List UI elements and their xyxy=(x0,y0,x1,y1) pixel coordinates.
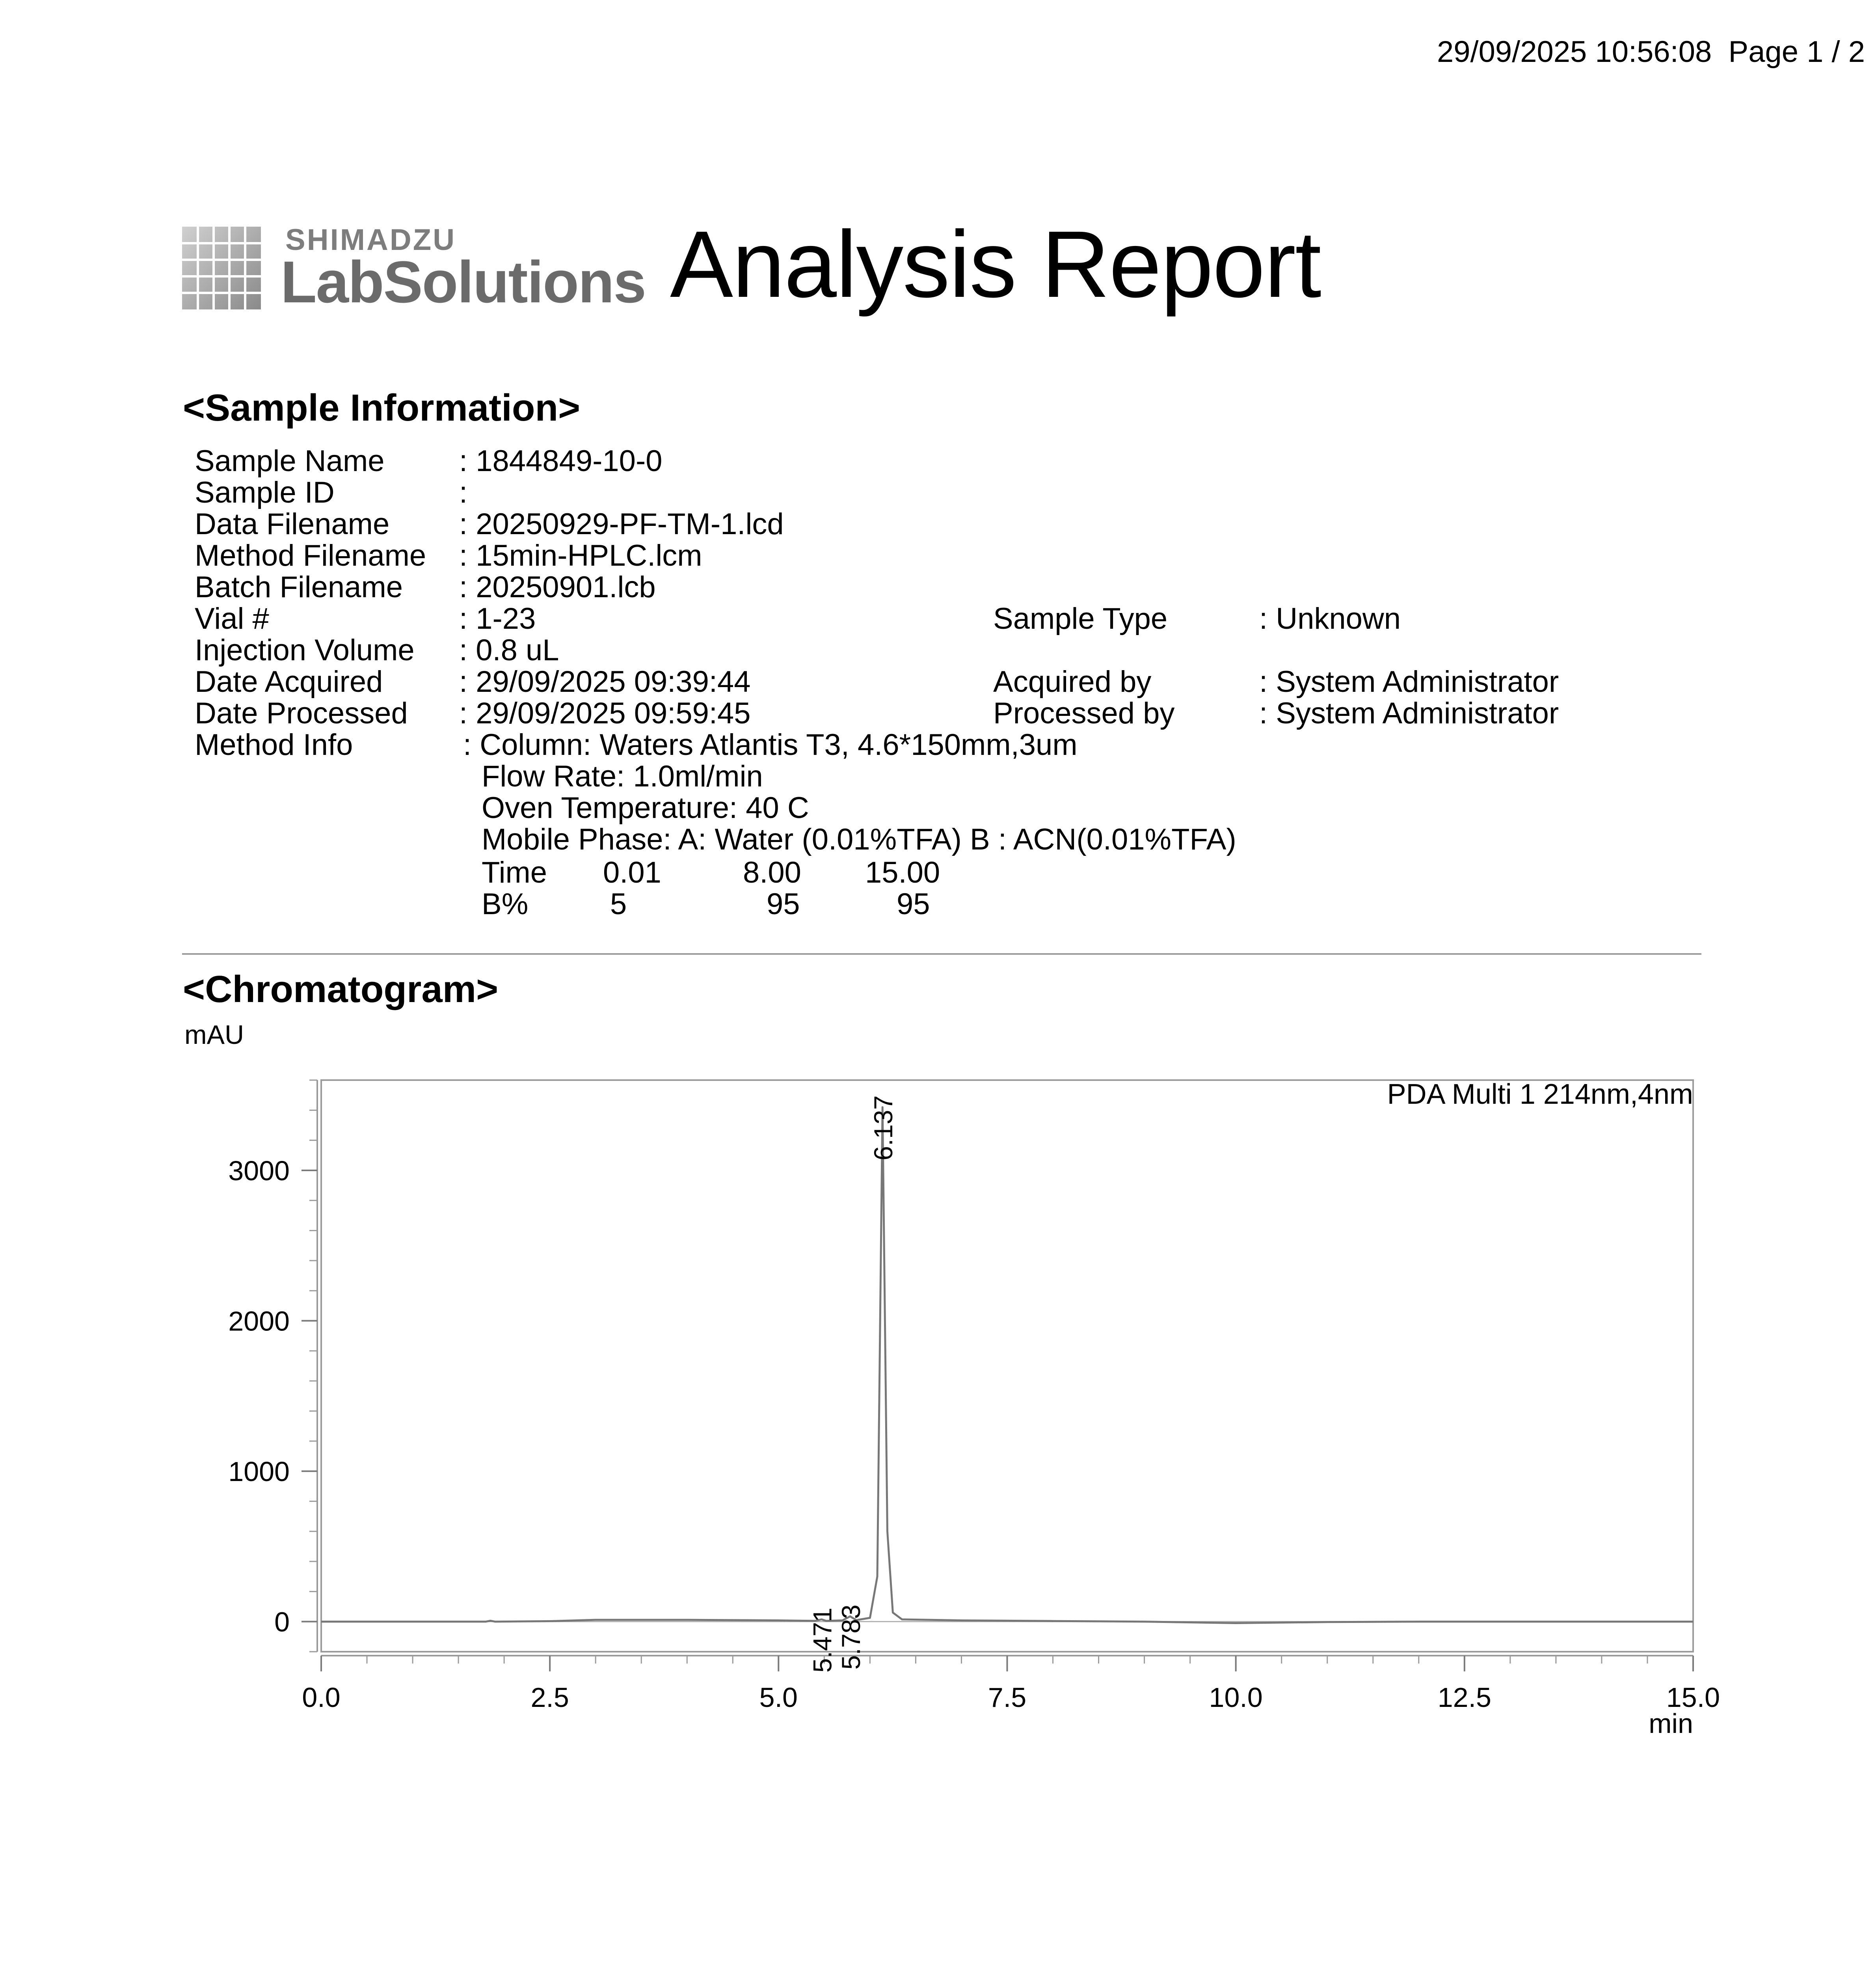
data-filename-label: Data Filename xyxy=(195,507,390,541)
sample-type-value: : Unknown xyxy=(1259,602,1401,635)
gradient-time-2: 8.00 xyxy=(743,856,801,889)
method-oven-temperature: Oven Temperature: 40 C xyxy=(482,791,809,825)
peak-label: 5.783 xyxy=(836,1604,865,1670)
timestamp-text: 29/09/2025 10:56:08 xyxy=(1437,35,1712,69)
data-filename-value: : 20250929-PF-TM-1.lcd xyxy=(459,507,784,541)
gradient-b-2: 95 xyxy=(767,887,800,921)
y-axis-unit: mAU xyxy=(184,1020,244,1050)
date-acquired-label: Date Acquired xyxy=(195,665,383,699)
gradient-time-3: 15.00 xyxy=(865,856,940,889)
y-tick-label: 3000 xyxy=(228,1155,290,1186)
page-number: Page 1 / 2 xyxy=(1728,35,1865,69)
gradient-b-1: 5 xyxy=(610,887,627,921)
x-tick-label: 0.0 xyxy=(302,1682,341,1713)
processed-by-value: : System Administrator xyxy=(1259,697,1559,730)
vial-value: : 1-23 xyxy=(459,602,536,635)
batch-filename-value: : 20250901.lcb xyxy=(459,570,656,604)
sample-name-label: Sample Name xyxy=(195,444,385,478)
method-column: : Column: Waters Atlantis T3, 4.6*150mm,3um xyxy=(463,728,1078,762)
method-mobile-phase: Mobile Phase: A: Water (0.01%TFA) B : ACN(0.01%TFA) xyxy=(482,823,1236,856)
x-tick-label: 12.5 xyxy=(1437,1682,1491,1713)
sample-id-label: Sample ID xyxy=(195,476,335,509)
sample-name-value: : 1844849-10-0 xyxy=(459,444,663,478)
x-tick-label: 7.5 xyxy=(988,1682,1027,1713)
method-info-label: Method Info xyxy=(195,728,353,762)
x-tick-label: 15.0 xyxy=(1666,1682,1720,1713)
date-acquired-value: : 29/09/2025 09:39:44 xyxy=(459,665,751,699)
batch-filename-label: Batch Filename xyxy=(195,570,403,604)
x-tick-label: 10.0 xyxy=(1209,1682,1263,1713)
logo-brand: SHIMADZU xyxy=(285,223,456,257)
method-filename-label: Method Filename xyxy=(195,539,426,572)
peak-label: 5.471 xyxy=(808,1608,837,1673)
sample-type-label: Sample Type xyxy=(993,602,1168,635)
x-axis-unit: min xyxy=(1649,1708,1693,1739)
date-processed-label: Date Processed xyxy=(195,697,408,730)
method-flow-rate: Flow Rate: 1.0ml/min xyxy=(482,760,763,793)
peak-label: 6.137 xyxy=(869,1095,898,1161)
report-title: Analysis Report xyxy=(670,211,1321,317)
sample-id-value: : xyxy=(459,476,468,509)
plot-frame xyxy=(321,1080,1693,1652)
y-tick-label: 1000 xyxy=(228,1456,290,1487)
method-filename-value: : 15min-HPLC.lcm xyxy=(459,539,702,572)
gradient-time-label: Time xyxy=(482,856,547,889)
injection-volume-value: : 0.8 uL xyxy=(459,633,559,667)
chart-legend: PDA Multi 1 214nm,4nm xyxy=(1387,1079,1693,1110)
acquired-by-value: : System Administrator xyxy=(1259,665,1559,699)
y-tick-label: 0 xyxy=(274,1606,290,1638)
date-processed-value: : 29/09/2025 09:59:45 xyxy=(459,697,751,730)
x-tick-label: 2.5 xyxy=(530,1682,569,1713)
logo-product: LabSolutions xyxy=(281,249,646,315)
acquired-by-label: Acquired by xyxy=(993,665,1152,699)
x-tick-label: 5.0 xyxy=(759,1682,798,1713)
signal-trace xyxy=(321,1107,1693,1623)
gradient-time-1: 0.01 xyxy=(603,856,661,889)
injection-volume-label: Injection Volume xyxy=(195,633,415,667)
processed-by-label: Processed by xyxy=(993,697,1175,730)
y-tick-label: 2000 xyxy=(228,1306,290,1337)
gradient-b-label: B% xyxy=(482,887,529,921)
sample-information-heading: <Sample Information> xyxy=(183,387,581,429)
vial-label: Vial # xyxy=(195,602,269,635)
gradient-b-3: 95 xyxy=(897,887,930,921)
chromatogram-heading: <Chromatogram> xyxy=(183,968,499,1010)
